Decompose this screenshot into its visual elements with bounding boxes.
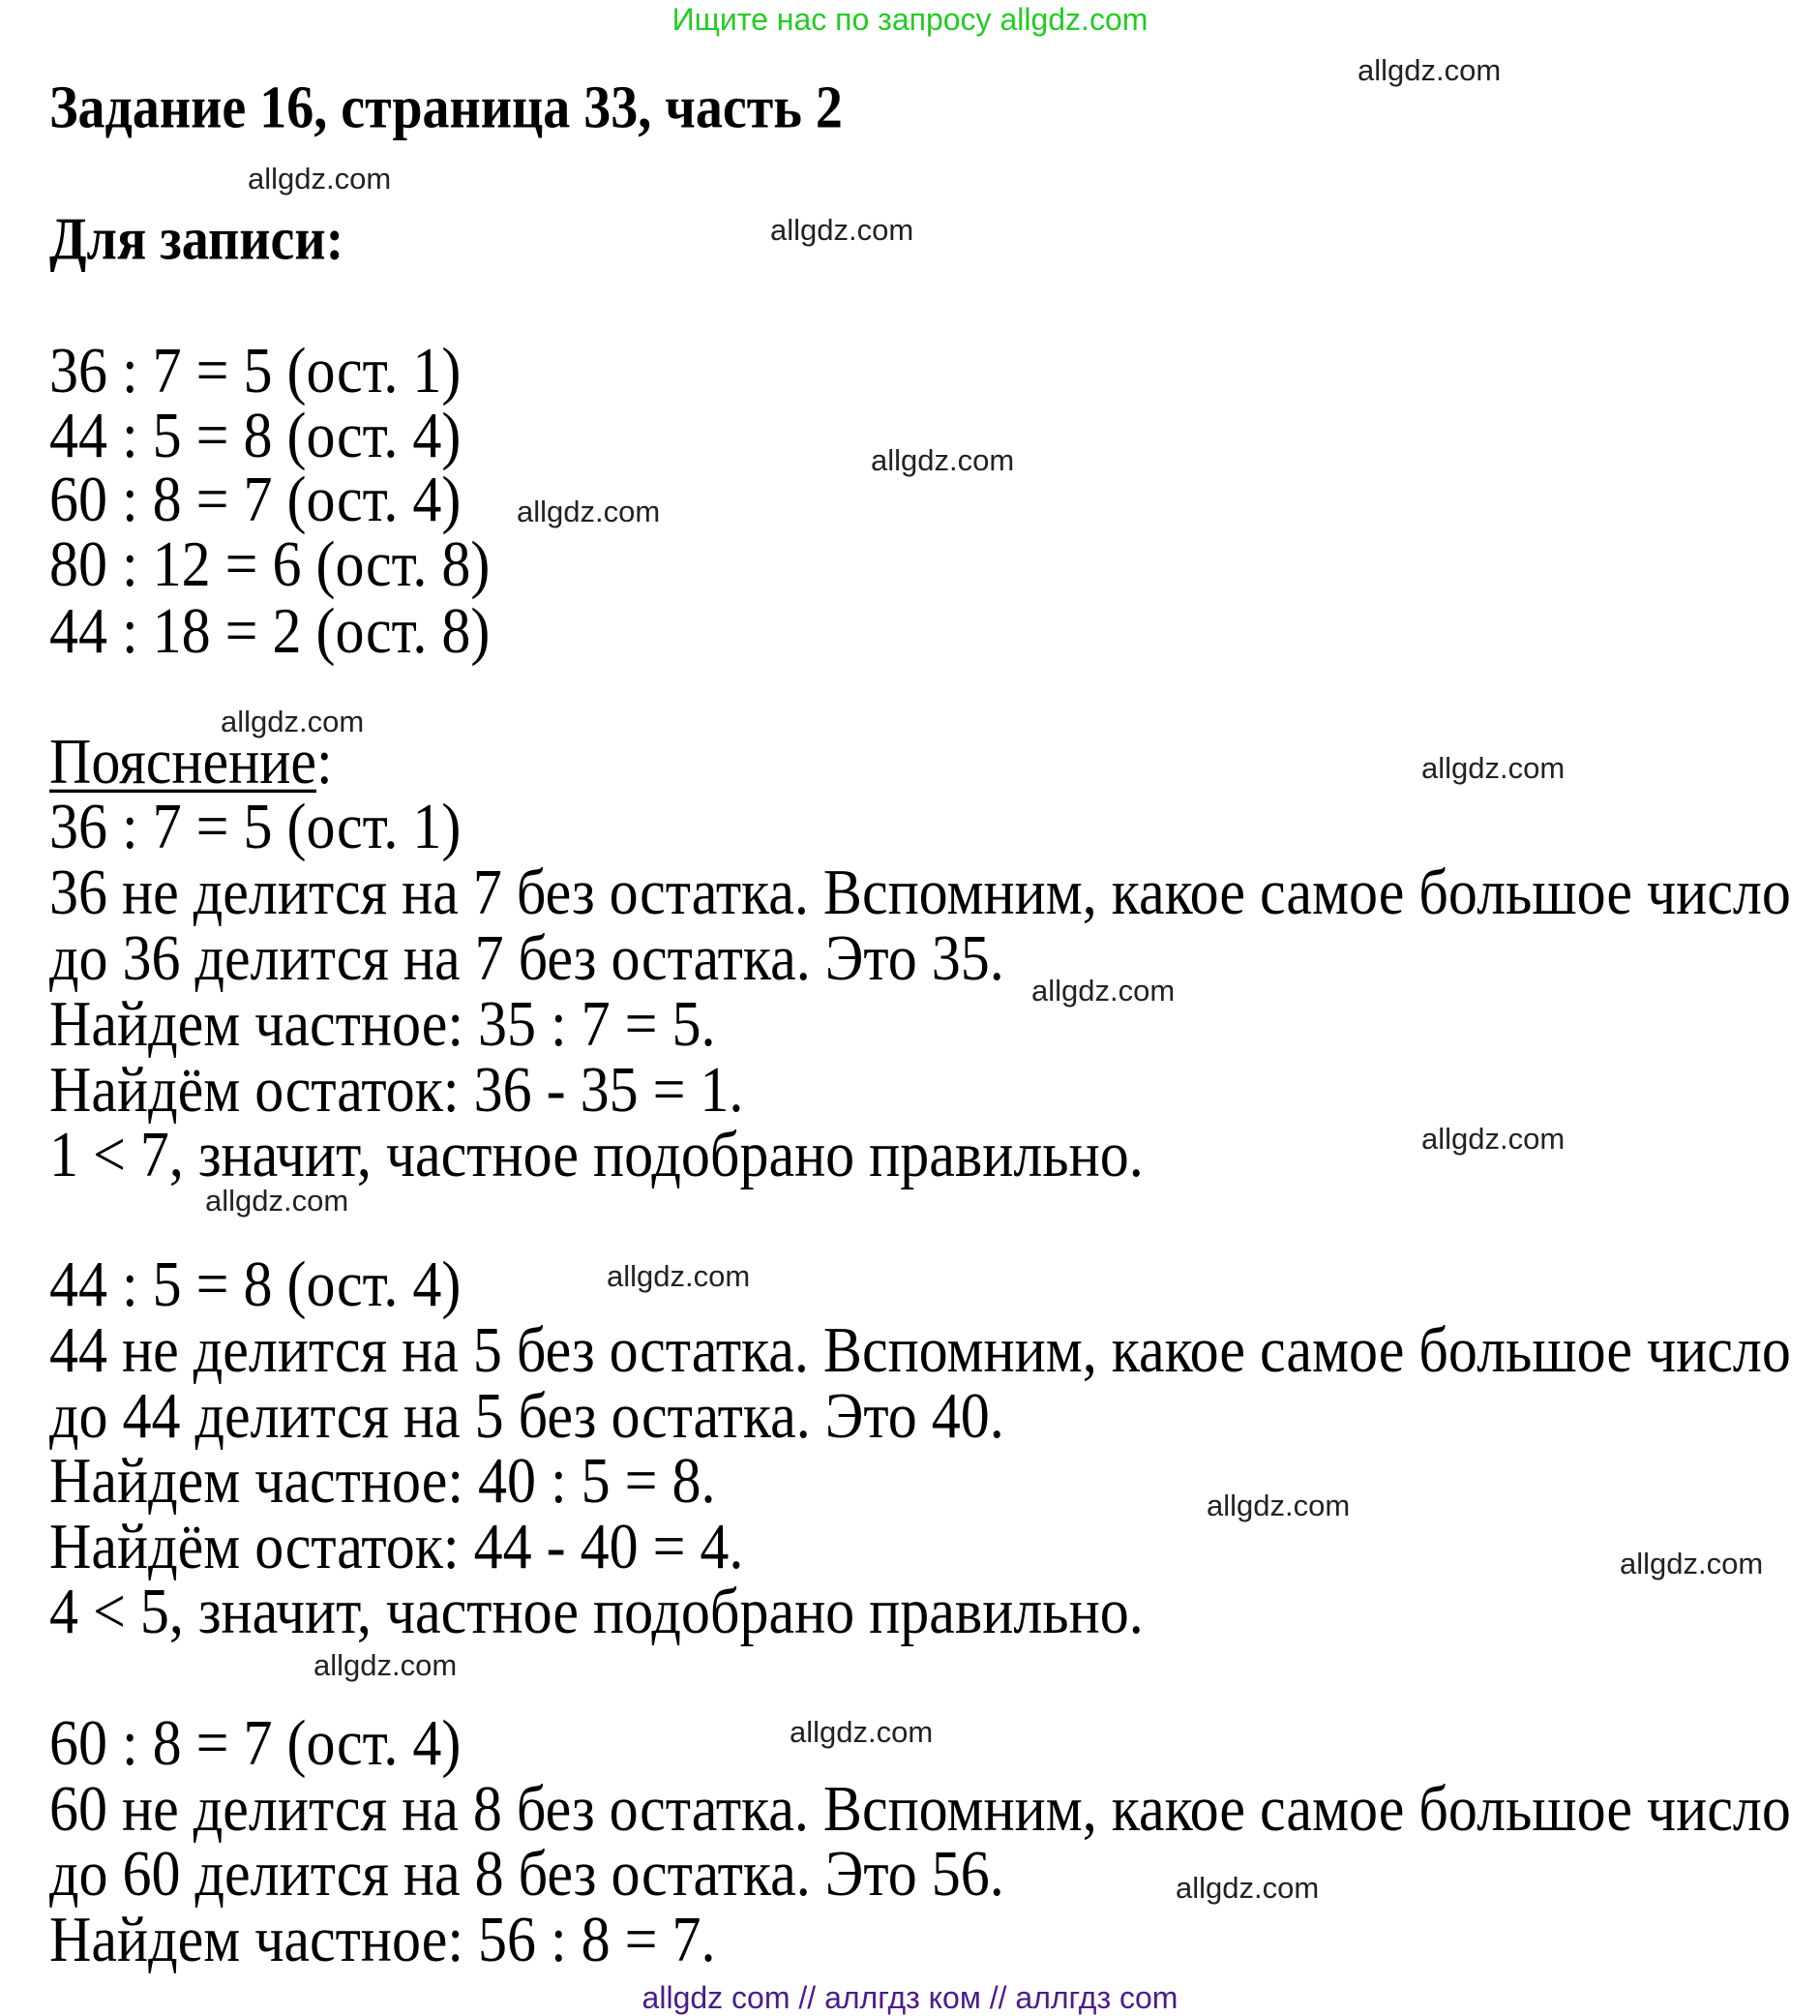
explanation-line: 4 < 5, значит, частное подобрано правильно. bbox=[49, 1575, 1144, 1647]
watermark: allgdz.com bbox=[790, 1715, 934, 1749]
search-banner[interactable]: Ищите нас по запросу allgdz.com bbox=[671, 2, 1149, 37]
explanation-line: до 36 делится на 7 без остатка. Это 35. bbox=[49, 921, 1004, 994]
watermark: allgdz.com bbox=[607, 1259, 751, 1293]
record-line: 80 : 12 = 6 (ост. 8) bbox=[49, 527, 491, 600]
explanation-heading-text: Пояснение bbox=[49, 725, 317, 797]
section-heading-record: Для записи: bbox=[49, 205, 344, 273]
explanation-line: 60 : 8 = 7 (ост. 4) bbox=[49, 1706, 462, 1779]
explanation-line: до 60 делится на 8 без остатка. Это 56. bbox=[49, 1837, 1004, 1910]
explanation-line: Найдём остаток: 44 - 40 = 4. bbox=[49, 1510, 744, 1582]
explanation-line: 60 не делится на 8 без остатка. Вспомним, какое самое большое число bbox=[49, 1772, 1791, 1845]
explanation-line: 44 : 5 = 8 (ост. 4) bbox=[49, 1248, 462, 1320]
watermark: allgdz.com bbox=[1620, 1547, 1764, 1580]
watermark: allgdz.com bbox=[1358, 53, 1502, 87]
record-line: 44 : 5 = 8 (ост. 4) bbox=[49, 399, 462, 471]
explanation-line: 36 : 7 = 5 (ост. 1) bbox=[49, 790, 462, 862]
watermark: allgdz.com bbox=[1421, 1122, 1566, 1156]
explanation-heading-colon: : bbox=[316, 725, 333, 797]
watermark: allgdz.com bbox=[1176, 1871, 1320, 1905]
explanation-line: Найдём остаток: 36 - 35 = 1. bbox=[49, 1053, 744, 1126]
watermark: allgdz.com bbox=[248, 162, 392, 196]
watermark: allgdz.com bbox=[205, 1184, 349, 1218]
watermark: allgdz.com bbox=[1031, 974, 1176, 1008]
explanation-line: до 44 делится на 5 без остатка. Это 40. bbox=[49, 1379, 1004, 1452]
watermark: allgdz.com bbox=[770, 213, 914, 247]
explanation-line: 36 не делится на 7 без остатка. Вспомним, какое самое большое число bbox=[49, 856, 1791, 928]
explanation-line: Найдем частное: 56 : 8 = 7. bbox=[49, 1903, 716, 1975]
footer-links[interactable]: allgdz com // аллгдз ком // аллгдз com bbox=[641, 1980, 1179, 2015]
explanation-line: Найдем частное: 35 : 7 = 5. bbox=[49, 987, 716, 1060]
watermark: allgdz.com bbox=[313, 1648, 458, 1682]
record-line: 44 : 18 = 2 (ост. 8) bbox=[49, 594, 491, 667]
watermark: allgdz.com bbox=[1207, 1489, 1351, 1522]
record-line: 60 : 8 = 7 (ост. 4) bbox=[49, 463, 462, 535]
watermark: allgdz.com bbox=[871, 443, 1015, 477]
explanation-line: 1 < 7, значит, частное подобрано правильно. bbox=[49, 1118, 1144, 1190]
page-title: Задание 16, страница 33, часть 2 bbox=[49, 74, 843, 141]
explanation-line: 44 не делится на 5 без остатка. Вспомним, какое самое большое число bbox=[49, 1313, 1791, 1386]
watermark: allgdz.com bbox=[517, 495, 661, 528]
watermark: allgdz.com bbox=[1421, 751, 1566, 785]
explanation-line: Найдем частное: 40 : 5 = 8. bbox=[49, 1444, 716, 1517]
watermark: allgdz.com bbox=[221, 705, 365, 738]
record-line: 36 : 7 = 5 (ост. 1) bbox=[49, 334, 462, 406]
